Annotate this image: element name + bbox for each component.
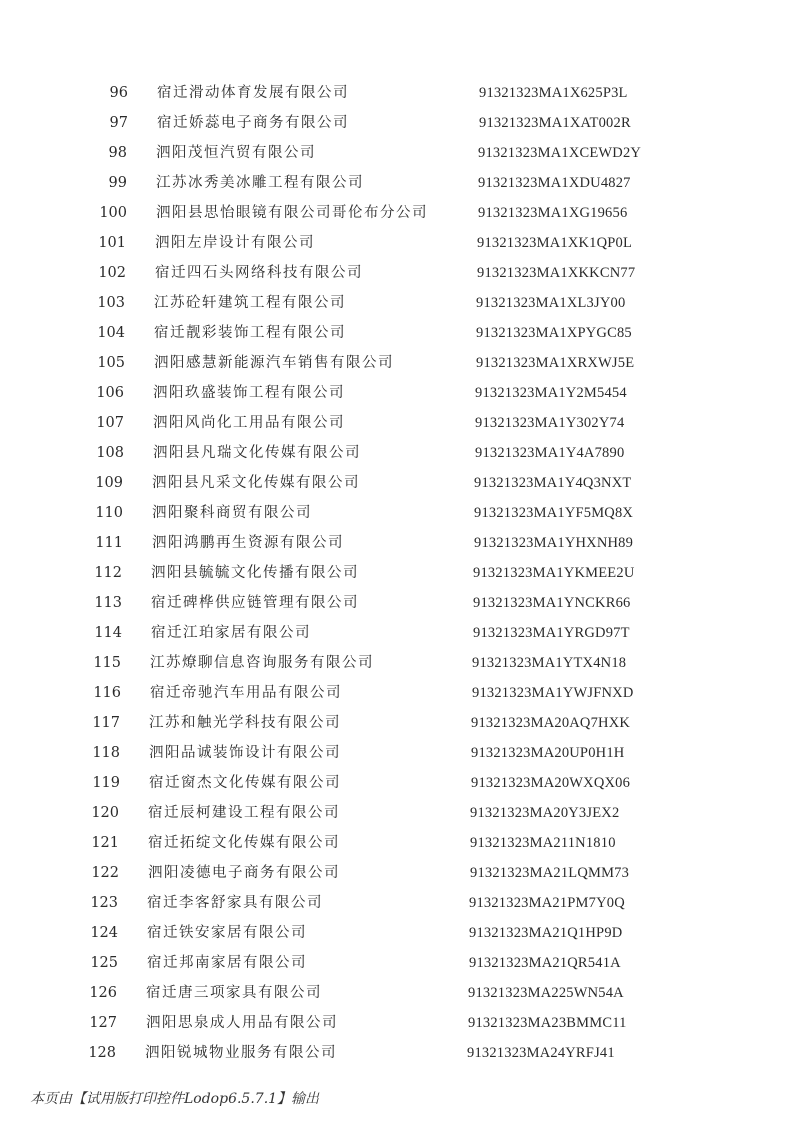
list-item	[0, 918, 793, 948]
credit-code: 91321323MA1XRXWJ5E	[476, 355, 635, 371]
entry-number: 112	[94, 565, 122, 581]
credit-code: 91321323MA1XCEWD2Y	[478, 145, 642, 161]
credit-code: 91321323MA1YNCKR66	[473, 595, 631, 611]
credit-code: 91321323MA21LQMM73	[470, 865, 630, 881]
list-item	[0, 378, 793, 408]
entry-number: 98	[108, 145, 127, 161]
company-name: 宿迁窗杰文化传媒有限公司	[149, 775, 341, 791]
entry-number: 101	[98, 235, 126, 251]
entry-number: 96	[109, 85, 128, 101]
entry-number: 119	[92, 775, 120, 791]
company-name: 宿迁靓彩装饰工程有限公司	[154, 325, 346, 341]
company-name: 宿迁滑动体育发展有限公司	[157, 85, 349, 101]
company-name: 宿迁李客舒家具有限公司	[147, 895, 323, 911]
company-list	[0, 78, 793, 1068]
company-name: 宿迁碑桦供应链管理有限公司	[151, 595, 359, 611]
credit-code: 91321323MA1XAT002R	[479, 115, 631, 131]
company-name: 泗阳县思怡眼镜有限公司哥伦布分公司	[156, 205, 428, 221]
credit-code: 91321323MA1YTX4N18	[472, 655, 627, 671]
credit-code: 91321323MA1Y4Q3NXT	[474, 475, 632, 491]
company-name: 宿迁四石头网络科技有限公司	[155, 265, 363, 281]
company-name: 宿迁娇蕊电子商务有限公司	[157, 115, 349, 131]
entry-number: 117	[92, 715, 120, 731]
list-item	[0, 348, 793, 378]
entry-number: 99	[108, 175, 127, 191]
company-name: 江苏砼轩建筑工程有限公司	[154, 295, 346, 311]
entry-number: 115	[93, 655, 121, 671]
list-item	[0, 198, 793, 228]
credit-code: 91321323MA20WXQX06	[471, 775, 631, 791]
entry-number: 103	[97, 295, 125, 311]
entry-number: 128	[88, 1045, 116, 1061]
list-item	[0, 138, 793, 168]
entry-number: 102	[98, 265, 126, 281]
company-name: 泗阳茂恒汽贸有限公司	[156, 145, 316, 161]
credit-code: 91321323MA20Y3JEX2	[470, 805, 620, 821]
company-name: 宿迁铁安家居有限公司	[147, 925, 307, 941]
list-item	[0, 108, 793, 138]
list-item	[0, 168, 793, 198]
entry-number: 104	[97, 325, 125, 341]
entry-number: 114	[94, 625, 122, 641]
company-name: 宿迁江珀家居有限公司	[151, 625, 311, 641]
credit-code: 91321323MA1YKMEE2U	[473, 565, 635, 581]
entry-number: 122	[91, 865, 119, 881]
credit-code: 91321323MA1YRGD97T	[473, 625, 630, 641]
entry-number: 110	[95, 505, 123, 521]
list-item	[0, 258, 793, 288]
company-name: 泗阳县凡瑞文化传媒有限公司	[153, 445, 361, 461]
entry-number: 121	[91, 835, 119, 851]
credit-code: 91321323MA225WN54A	[468, 985, 624, 1001]
entry-number: 123	[90, 895, 118, 911]
entry-number: 124	[90, 925, 118, 941]
entry-number: 108	[96, 445, 124, 461]
list-item	[0, 1038, 793, 1068]
company-name: 泗阳聚科商贸有限公司	[152, 505, 312, 521]
list-item	[0, 768, 793, 798]
list-item	[0, 408, 793, 438]
credit-code: 91321323MA1Y2M5454	[475, 385, 627, 401]
company-name: 泗阳锐城物业服务有限公司	[145, 1045, 337, 1061]
credit-code: 91321323MA1XKKCN77	[477, 265, 636, 281]
list-item	[0, 498, 793, 528]
list-item	[0, 78, 793, 108]
entry-number: 111	[95, 535, 123, 551]
list-item	[0, 828, 793, 858]
company-name: 泗阳品诚装饰设计有限公司	[149, 745, 341, 761]
list-item	[0, 468, 793, 498]
list-item	[0, 738, 793, 768]
list-item	[0, 1008, 793, 1038]
list-item	[0, 888, 793, 918]
company-name: 泗阳鸿鹏再生资源有限公司	[152, 535, 344, 551]
list-item	[0, 798, 793, 828]
credit-code: 91321323MA21Q1HP9D	[469, 925, 623, 941]
company-name: 泗阳凌德电子商务有限公司	[148, 865, 340, 881]
company-name: 江苏燎聊信息咨询服务有限公司	[150, 655, 374, 671]
company-name: 泗阳县毓毓文化传播有限公司	[151, 565, 359, 581]
list-item	[0, 528, 793, 558]
list-item	[0, 858, 793, 888]
company-name: 泗阳左岸设计有限公司	[155, 235, 315, 251]
list-item	[0, 318, 793, 348]
list-item	[0, 558, 793, 588]
entry-number: 106	[96, 385, 124, 401]
credit-code: 91321323MA211N1810	[470, 835, 616, 851]
entry-number: 125	[90, 955, 118, 971]
company-name: 宿迁辰柯建设工程有限公司	[148, 805, 340, 821]
credit-code: 91321323MA1X625P3L	[479, 85, 628, 101]
list-item	[0, 678, 793, 708]
credit-code: 91321323MA1Y302Y74	[475, 415, 625, 431]
company-name: 宿迁唐三项家具有限公司	[146, 985, 322, 1001]
credit-code: 91321323MA1XPYGC85	[476, 325, 632, 341]
entry-number: 120	[91, 805, 119, 821]
entry-number: 116	[93, 685, 121, 701]
credit-code: 91321323MA1XG19656	[478, 205, 628, 221]
credit-code: 91321323MA1YHXNH89	[474, 535, 634, 551]
company-name: 江苏和触光学科技有限公司	[149, 715, 341, 731]
credit-code: 91321323MA21PM7Y0Q	[469, 895, 625, 911]
entry-number: 113	[94, 595, 122, 611]
list-item	[0, 288, 793, 318]
credit-code: 91321323MA21QR541A	[469, 955, 621, 971]
entry-number: 100	[99, 205, 127, 221]
company-name: 泗阳县凡采文化传媒有限公司	[152, 475, 360, 491]
entry-number: 97	[109, 115, 128, 131]
company-name: 泗阳思泉成人用品有限公司	[146, 1015, 338, 1031]
company-name: 江苏冰秀美冰雕工程有限公司	[156, 175, 364, 191]
list-item	[0, 708, 793, 738]
credit-code: 91321323MA1YF5MQ8X	[474, 505, 634, 521]
entry-number: 127	[89, 1015, 117, 1031]
list-item	[0, 978, 793, 1008]
credit-code: 91321323MA20AQ7HXK	[471, 715, 631, 731]
list-item	[0, 648, 793, 678]
print-footer: 本页由【试用版打印控件Lodop6.5.7.1】输出	[30, 1091, 320, 1107]
list-item	[0, 438, 793, 468]
entry-number: 109	[95, 475, 123, 491]
company-name: 泗阳感慧新能源汽车销售有限公司	[154, 355, 394, 371]
company-name: 宿迁邦南家居有限公司	[147, 955, 307, 971]
company-name: 泗阳风尚化工用品有限公司	[153, 415, 345, 431]
company-name: 宿迁拓绽文化传媒有限公司	[148, 835, 340, 851]
list-item	[0, 618, 793, 648]
credit-code: 91321323MA23BMMC11	[468, 1015, 627, 1031]
credit-code: 91321323MA1Y4A7890	[475, 445, 625, 461]
list-item	[0, 948, 793, 978]
credit-code: 91321323MA1XDU4827	[478, 175, 631, 191]
credit-code: 91321323MA1YWJFNXD	[472, 685, 634, 701]
entry-number: 126	[89, 985, 117, 1001]
entry-number: 105	[97, 355, 125, 371]
credit-code: 91321323MA1XL3JY00	[476, 295, 626, 311]
credit-code: 91321323MA24YRFJ41	[467, 1045, 615, 1061]
company-name: 泗阳玖盛装饰工程有限公司	[153, 385, 345, 401]
credit-code: 91321323MA1XK1QP0L	[477, 235, 633, 251]
list-item	[0, 228, 793, 258]
credit-code: 91321323MA20UP0H1H	[471, 745, 625, 761]
entry-number: 107	[96, 415, 124, 431]
company-name: 宿迁帝驰汽车用品有限公司	[150, 685, 342, 701]
entry-number: 118	[92, 745, 120, 761]
list-item	[0, 588, 793, 618]
